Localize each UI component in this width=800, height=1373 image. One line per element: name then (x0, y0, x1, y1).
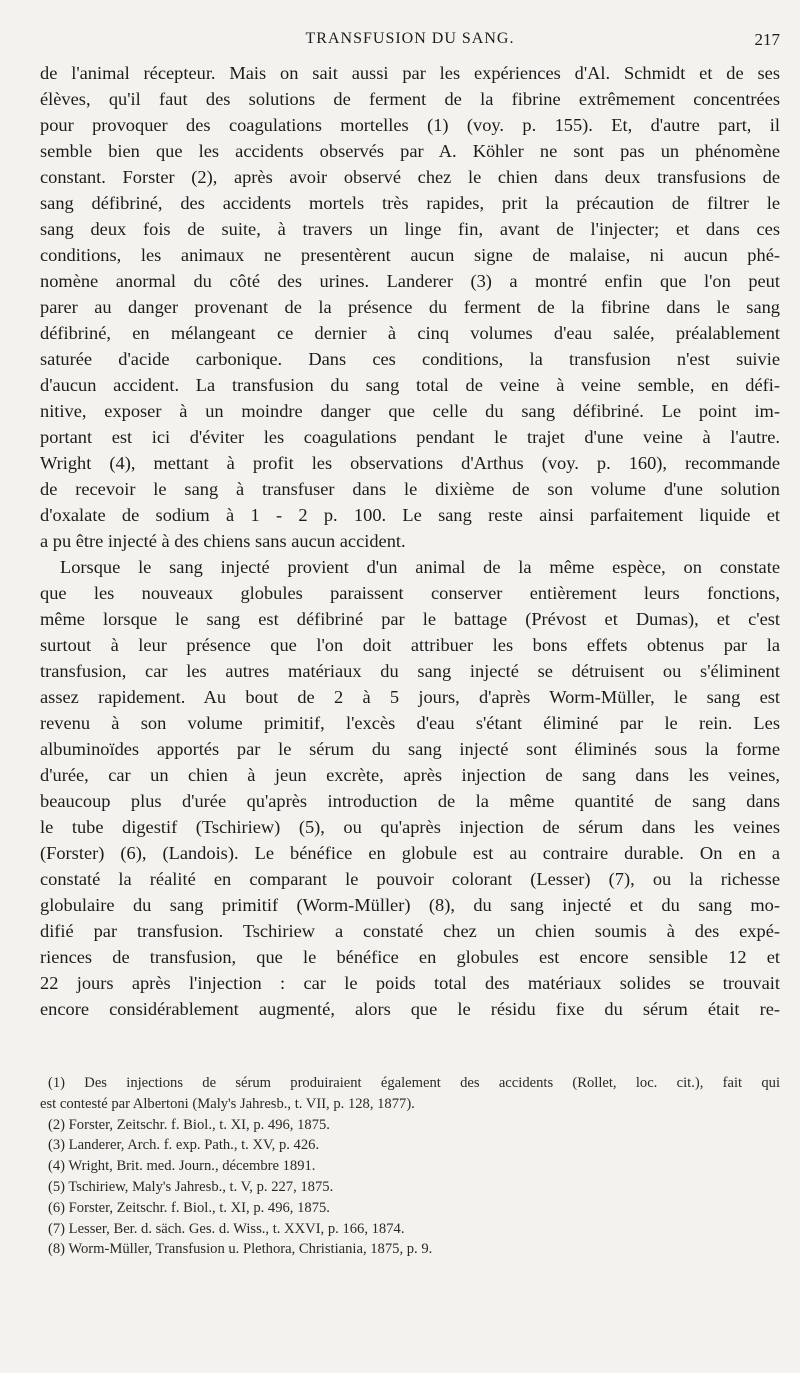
body-line: de recevoir le sang à transfuser dans le dixième de son volume d'une solution (40, 479, 780, 499)
body-line: assez rapidement. Au bout de 2 à 5 jours, d'après Worm-Müller, le sang est (40, 687, 780, 707)
body-line: d'urée, car un chien à jeun excrète, après injection de sang dans les veines, (40, 765, 780, 785)
body-line: d'oxalate de sodium à 1 - 2 p. 100. Le sang reste ainsi parfaitement liquide et (40, 505, 780, 525)
body-line: Wright (4), mettant à profit les observations d'Arthus (voy. p. 160), recommande (40, 453, 780, 473)
footnote: (2) Forster, Zeitschr. f. Biol., t. XI, p. 496, 1875. (48, 1116, 330, 1133)
body-line: nomène anormal du côté des urines. Landerer (3) a montré enfin que l'on peut (40, 271, 780, 291)
body-line: riences de transfusion, que le bénéfice en globules est encore sensible 12 et (40, 947, 780, 967)
paragraph-start-line: Lorsque le sang injecté provient d'un animal de la même espèce, on constate (60, 557, 780, 577)
body-line: 22 jours après l'injection : car le poids total des matériaux solides se trouvait (40, 973, 780, 993)
footnote: (7) Lesser, Ber. d. säch. Ges. d. Wiss., t. XXVI, p. 166, 1874. (48, 1220, 405, 1237)
body-line: pour provoquer des coagulations mortelles (1) (voy. p. 155). Et, d'autre part, il (40, 115, 780, 135)
body-line: revenu à son volume primitif, l'excès d'eau s'étant éliminé par le rein. Les (40, 713, 780, 733)
body-line: parer au danger provenant de la présence du ferment de la fibrine dans le sang (40, 297, 780, 317)
body-line: portant est ici d'éviter les coagulations pendant le trajet d'une veine à l'autre. (40, 427, 780, 447)
running-head (40, 30, 780, 54)
body-line: albuminoïdes apportés par le sérum du sang injecté sont éliminés sous la forme (40, 739, 780, 759)
body-line: sang défibriné, des accidents mortels très rapides, prit la précaution de filtrer le (40, 193, 780, 213)
body-text (40, 60, 780, 1022)
body-line: nitive, exposer à un moindre danger que celle du sang défibriné. Le point im- (40, 401, 780, 421)
body-line: conditions, les animaux ne presentèrent aucun signe de malaise, ni aucun phé- (40, 245, 780, 265)
footnote-continuation: est contesté par Albertoni (Maly's Jahresb., t. VII, p. 128, 1877). (40, 1095, 415, 1112)
body-line: sang deux fois de suite, à travers un linge fin, avant de l'injecter; et dans ces (40, 219, 780, 239)
footnote: (5) Tschiriew, Maly's Jahresb., t. V, p. 227, 1875. (48, 1178, 334, 1195)
body-line: difié par transfusion. Tschiriew a constaté chez un chien soumis à des expé- (40, 921, 780, 941)
paragraph-end-line: a pu être injecté à des chiens sans aucun accident. (40, 531, 406, 551)
body-line: de l'animal récepteur. Mais on sait aussi par les expériences d'Al. Schmidt et de ses (40, 63, 780, 83)
running-title: TRANSFUSION DU SANG. (305, 30, 515, 47)
body-line: élèves, qu'il faut des solutions de ferment de la fibrine extrêmement concentrées (40, 89, 780, 109)
body-line: constant. Forster (2), après avoir observé chez le chien dans deux transfusions de (40, 167, 780, 187)
body-line: encore considérablement augmenté, alors que le résidu fixe du sérum était re- (40, 999, 780, 1019)
body-line: que les nouveaux globules paraissent conserver entièrement leurs fonctions, (40, 583, 780, 603)
body-line: défibriné, en mélangeant ce dernier à cinq volumes d'eau salée, préalablement (40, 323, 780, 343)
body-line: transfusion, car les autres matériaux du sang injecté se détruisent ou s'éliminent (40, 661, 780, 681)
body-line: beaucoup plus d'urée qu'après introduction de la même quantité de sang dans (40, 791, 780, 811)
body-line: surtout à leur présence que l'on doit attribuer les bons effets obtenus par la (40, 635, 780, 655)
footnotes (40, 1073, 780, 1260)
body-line: d'aucun accident. La transfusion du sang total de veine à veine semble, en défi- (40, 375, 780, 395)
body-line: semble bien que les accidents observés par A. Köhler ne sont pas un phénomène (40, 141, 780, 161)
footnote: (1) Des injections de sérum produiraient également des accidents (Rollet, loc. cit.), fait qui (48, 1075, 780, 1091)
body-line: même lorsque le sang est défibriné par le battage (Prévost et Dumas), et c'est (40, 609, 780, 629)
footnote: (3) Landerer, Arch. f. exp. Path., t. XV, p. 426. (48, 1137, 320, 1154)
footnote: (6) Forster, Zeitschr. f. Biol., t. XI, p. 496, 1875. (48, 1199, 330, 1216)
page-number: 217 (754, 30, 780, 49)
footnote: (4) Wright, Brit. med. Journ., décembre 1891. (48, 1158, 316, 1175)
body-line: globulaire du sang primitif (Worm-Müller) (8), du sang injecté et du sang mo- (40, 895, 780, 915)
body-line: constaté la réalité en comparant le pouvoir colorant (Lesser) (7), ou la richesse (40, 869, 780, 889)
body-line: saturée d'acide carbonique. Dans ces conditions, la transfusion n'est suivie (40, 349, 780, 369)
footnote: (8) Worm-Müller, Transfusion u. Plethora, Christiania, 1875, p. 9. (48, 1241, 433, 1258)
body-line: le tube digestif (Tschiriew) (5), ou qu'après injection de sérum dans les veines (40, 817, 780, 837)
body-line: (Forster) (6), (Landois). Le bénéfice en globule est au contraire durable. On en a (40, 843, 780, 863)
